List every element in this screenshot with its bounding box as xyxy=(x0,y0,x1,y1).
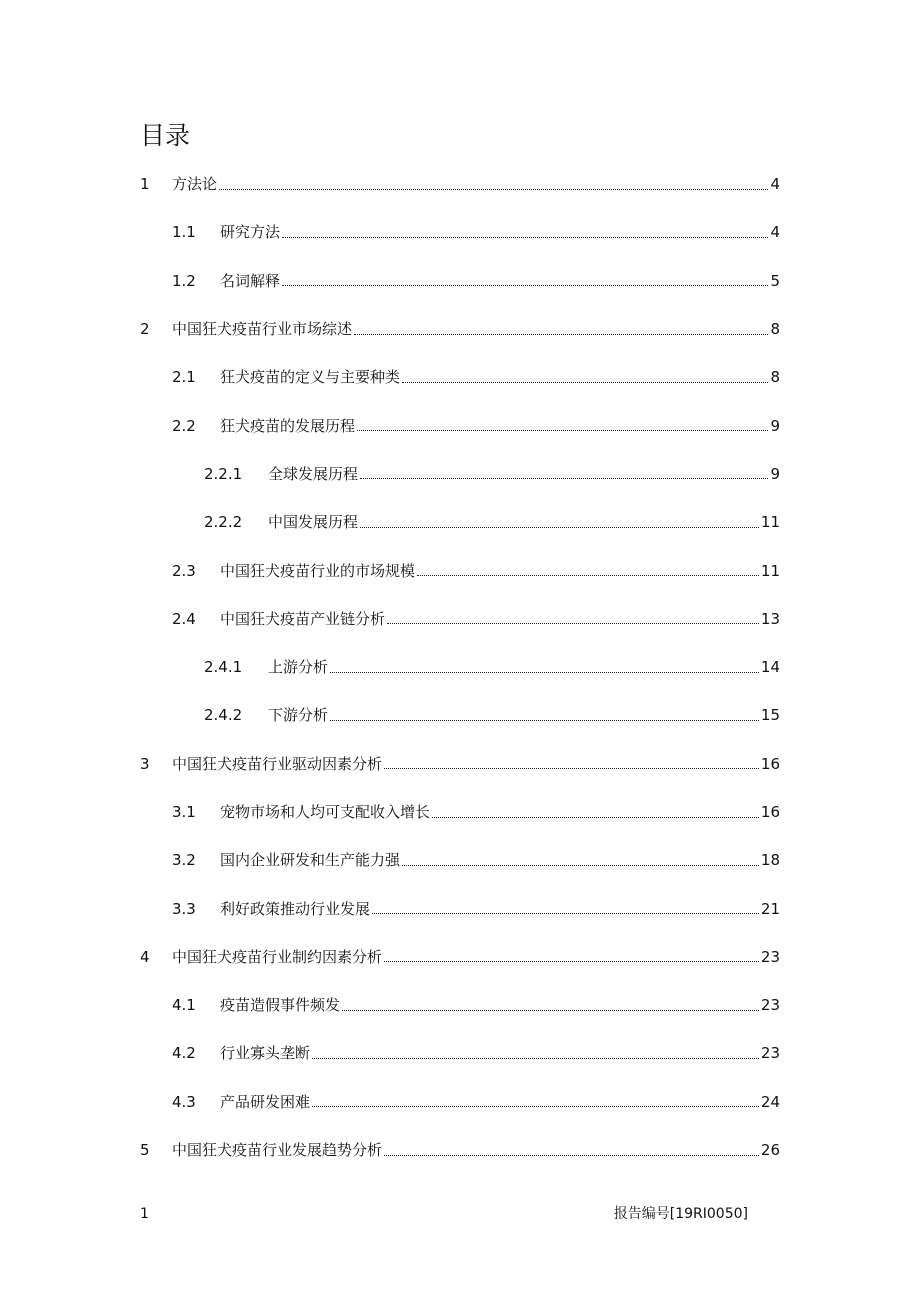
toc-entry-number: 4.2 xyxy=(172,1044,196,1063)
toc-entry-page: 9 xyxy=(770,464,780,483)
toc-dot-leader xyxy=(330,672,759,673)
footer-report-code: 报告编号[19RI0050] xyxy=(613,1206,748,1222)
toc-dot-leader xyxy=(360,478,768,479)
toc-entry[interactable] xyxy=(140,595,780,643)
toc-entry[interactable] xyxy=(140,1078,780,1126)
toc-dot-leader xyxy=(360,527,759,528)
toc-dot-leader xyxy=(402,865,759,866)
toc-entry-number: 4.1 xyxy=(172,996,196,1015)
toc-entry-number: 2 xyxy=(140,320,150,339)
toc-dot-leader xyxy=(384,961,759,962)
toc-entry[interactable] xyxy=(140,1029,780,1077)
toc-dot-leader xyxy=(219,189,768,190)
toc-entry[interactable] xyxy=(140,498,780,546)
toc-entry-number: 4.3 xyxy=(172,1092,196,1111)
toc-entry-number: 2.1 xyxy=(172,368,196,387)
toc-entry[interactable] xyxy=(140,884,780,932)
toc-dot-leader xyxy=(384,1155,759,1156)
toc-entry-number: 3.3 xyxy=(172,899,196,918)
toc-dot-leader xyxy=(432,817,759,818)
toc-entry-number: 2.2 xyxy=(172,416,196,435)
toc-entry-title: 利好政策推动行业发展 xyxy=(220,899,371,918)
toc-entry-page: 4 xyxy=(770,223,780,242)
toc-entry-title: 中国狂犬疫苗产业链分析 xyxy=(220,609,386,628)
toc-entry-number: 2.2.1 xyxy=(204,464,243,483)
toc-entry-page: 8 xyxy=(770,368,780,387)
toc-entry-title: 名词解释 xyxy=(220,271,281,290)
toc-entry-number: 3.1 xyxy=(172,803,196,821)
toc-entry[interactable] xyxy=(140,981,780,1029)
toc-entry-title: 中国狂犬疫苗行业驱动因素分析 xyxy=(172,754,383,773)
toc-entry[interactable] xyxy=(140,208,780,256)
footer-page-number: 1 xyxy=(140,1206,149,1222)
toc-entry-title: 狂犬疫苗的定义与主要种类 xyxy=(220,368,401,387)
toc-entry[interactable] xyxy=(140,546,780,594)
toc-dot-leader xyxy=(342,1010,759,1011)
toc-entry-title: 狂犬疫苗的发展历程 xyxy=(220,416,356,435)
toc-entry-page: 4 xyxy=(770,175,780,194)
toc-entry-number: 2.4.2 xyxy=(204,706,243,725)
toc-entry-page: 14 xyxy=(760,658,780,677)
toc-entry-number: 2.3 xyxy=(172,561,196,580)
toc-entry[interactable] xyxy=(140,836,780,884)
toc-entry-number: 2.4.1 xyxy=(204,658,243,677)
toc-entry-title: 中国狂犬疫苗行业发展趋势分析 xyxy=(172,1141,383,1160)
toc-entry-page: 9 xyxy=(770,416,780,435)
toc-dot-leader xyxy=(402,382,768,383)
toc-entry-title: 国内企业研发和生产能力强 xyxy=(220,851,401,870)
toc-dot-leader xyxy=(354,334,768,335)
toc-entry-title: 方法论 xyxy=(172,175,218,194)
toc-entry-title: 宠物市场和人均可支配收入增长 xyxy=(220,803,431,821)
toc-entry[interactable] xyxy=(140,1126,780,1174)
toc-entry[interactable] xyxy=(140,450,780,498)
toc-entry-page: 23 xyxy=(760,947,780,966)
toc-entry-number: 5 xyxy=(140,1141,150,1160)
toc-entry-title: 疫苗造假事件频发 xyxy=(220,996,341,1015)
toc-dot-leader xyxy=(282,237,768,238)
toc-entry-page: 24 xyxy=(760,1092,780,1111)
toc-entry-number: 4 xyxy=(140,947,150,966)
toc-entry-number: 1.2 xyxy=(172,271,196,290)
toc-entry-page: 5 xyxy=(770,271,780,290)
toc-entry[interactable] xyxy=(140,257,780,305)
toc-entry-number: 2.4 xyxy=(172,609,196,628)
toc-entry[interactable] xyxy=(140,401,780,449)
toc-title: 目录 xyxy=(140,121,191,150)
toc-entry-title: 行业寡头垄断 xyxy=(220,1044,311,1063)
toc-entry-page: 23 xyxy=(760,996,780,1015)
toc-entry-page: 15 xyxy=(760,706,780,725)
table-of-contents xyxy=(140,160,780,1174)
toc-entry-number: 1 xyxy=(140,175,150,194)
toc-entry[interactable] xyxy=(140,933,780,981)
toc-entry-page: 26 xyxy=(760,1141,780,1160)
toc-entry-page: 8 xyxy=(770,320,780,339)
toc-entry-title: 下游分析 xyxy=(268,706,329,725)
toc-dot-leader xyxy=(312,1106,759,1107)
toc-entry-page: 11 xyxy=(760,513,780,532)
toc-entry-title: 中国狂犬疫苗行业市场综述 xyxy=(172,320,353,339)
toc-entry-number: 3.2 xyxy=(172,851,196,870)
toc-entry-page: 11 xyxy=(760,561,780,580)
toc-entry-page: 13 xyxy=(760,609,780,628)
toc-entry[interactable] xyxy=(140,305,780,353)
toc-entry[interactable] xyxy=(140,691,780,739)
toc-entry-page: 16 xyxy=(760,803,780,821)
toc-dot-leader xyxy=(312,1058,759,1059)
toc-entry[interactable] xyxy=(140,353,780,401)
toc-entry-title: 中国狂犬疫苗行业的市场规模 xyxy=(220,561,416,580)
toc-dot-leader xyxy=(330,720,759,721)
toc-entry[interactable] xyxy=(140,788,780,836)
toc-entry-page: 16 xyxy=(760,754,780,773)
toc-entry[interactable] xyxy=(140,643,780,691)
toc-entry[interactable] xyxy=(140,160,780,208)
toc-entry-number: 3 xyxy=(140,754,150,773)
toc-dot-leader xyxy=(384,768,759,769)
toc-entry-title: 中国狂犬疫苗行业制约因素分析 xyxy=(172,947,383,966)
toc-entry[interactable] xyxy=(140,740,780,788)
toc-entry-number: 2.2.2 xyxy=(204,513,243,532)
toc-entry-page: 23 xyxy=(760,1044,780,1063)
toc-entry-number: 1.1 xyxy=(172,223,196,242)
toc-entry-title: 上游分析 xyxy=(268,658,329,677)
toc-entry-title: 中国发展历程 xyxy=(268,513,359,532)
toc-dot-leader xyxy=(372,913,759,914)
toc-entry-page: 18 xyxy=(760,851,780,870)
toc-dot-leader xyxy=(387,623,759,624)
toc-dot-leader xyxy=(282,285,768,286)
toc-entry-page: 21 xyxy=(760,899,780,918)
toc-entry-title: 全球发展历程 xyxy=(268,464,359,483)
toc-entry-title: 产品研发困难 xyxy=(220,1092,311,1111)
toc-entry-title: 研究方法 xyxy=(220,223,281,242)
toc-dot-leader xyxy=(357,430,768,431)
toc-dot-leader xyxy=(417,575,759,576)
